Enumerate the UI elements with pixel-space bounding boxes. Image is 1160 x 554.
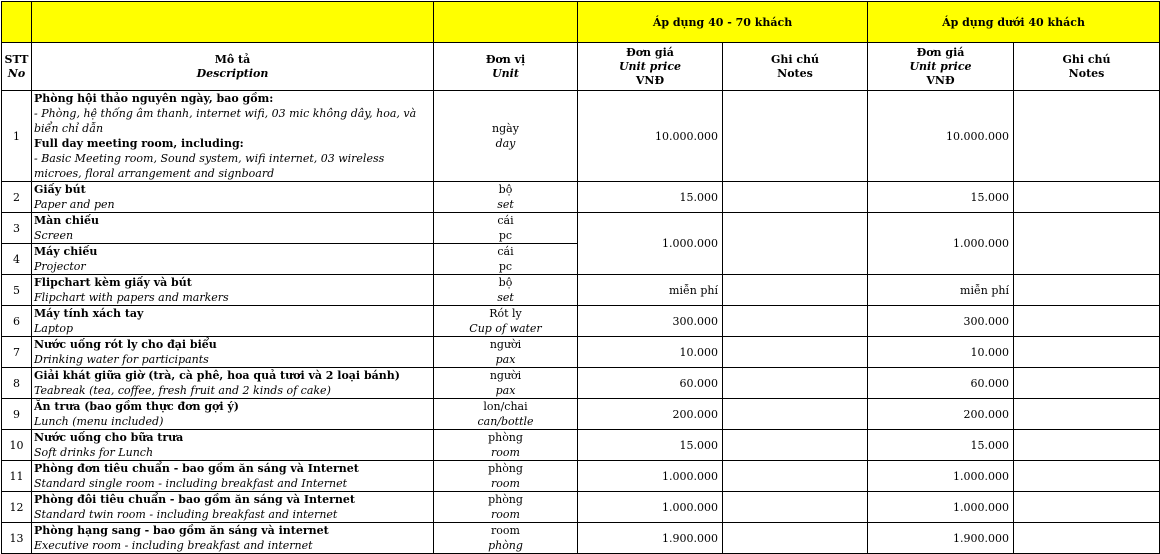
table-row <box>2 430 1160 461</box>
row-notes-1 <box>723 306 868 337</box>
row-notes-1 <box>723 523 868 554</box>
row-price-1: 300.000 <box>578 306 723 337</box>
row-price-1: 15.000 <box>578 182 723 213</box>
table-row <box>2 213 1160 244</box>
row-number: 5 <box>2 275 32 306</box>
row-number: 7 <box>2 337 32 368</box>
row-number: 10 <box>2 430 32 461</box>
row-number: 4 <box>2 244 32 275</box>
table-row <box>2 306 1160 337</box>
row-notes-1 <box>723 213 868 275</box>
row-price-1: miễn phí <box>578 275 723 306</box>
row-description: Phòng hội thảo nguyên ngày, bao gồm: - Phòng, hệ thống âm thanh, internet wifi, 03 mic không dây, hoa, và biển chỉ dẫn Full day meeting room, including: - Basic Meeting room, Sound system, wifi internet, 03 wireless microes, floral arrangement and signboard <box>32 91 434 182</box>
row-number: 11 <box>2 461 32 492</box>
column-header-row <box>2 43 1160 91</box>
table-row <box>2 275 1160 306</box>
row-number: 6 <box>2 306 32 337</box>
table-row <box>2 523 1160 554</box>
row-description: Phòng hạng sang - bao gồm ăn sáng và internet Executive room - including breakfast and internet <box>32 523 434 554</box>
row-notes-1 <box>723 430 868 461</box>
table-row <box>2 91 1160 182</box>
table-row <box>2 461 1160 492</box>
row-notes-1 <box>723 461 868 492</box>
row-price-1: 1.900.000 <box>578 523 723 554</box>
row-price-1: 60.000 <box>578 368 723 399</box>
row-number: 8 <box>2 368 32 399</box>
description-header: Mô tả Description <box>32 43 434 91</box>
row-notes-1 <box>723 368 868 399</box>
row-unit: lon/chai can/bottle <box>434 399 578 430</box>
unit-price-header-1: Đơn giá Unit price VNĐ <box>578 43 723 91</box>
row-notes-2 <box>1014 275 1160 306</box>
row-notes-2 <box>1014 213 1160 275</box>
row-notes-1 <box>723 399 868 430</box>
row-price-2: 1.000.000 <box>868 492 1014 523</box>
row-price-2: 1.000.000 <box>868 461 1014 492</box>
row-description: Màn chiếu Screen <box>32 213 434 244</box>
row-notes-2 <box>1014 91 1160 182</box>
row-number: 1 <box>2 91 32 182</box>
row-price-1: 1.000.000 <box>578 492 723 523</box>
row-unit: bộ set <box>434 275 578 306</box>
row-price-2: 1.900.000 <box>868 523 1014 554</box>
row-price-2: 10.000 <box>868 337 1014 368</box>
row-notes-2 <box>1014 337 1160 368</box>
row-number: 12 <box>2 492 32 523</box>
row-price-2: 200.000 <box>868 399 1014 430</box>
row-price-1: 10.000.000 <box>578 91 723 182</box>
row-notes-2 <box>1014 461 1160 492</box>
row-number: 9 <box>2 399 32 430</box>
row-price-2: 300.000 <box>868 306 1014 337</box>
table-row <box>2 182 1160 213</box>
row-description: Nước uống rót ly cho đại biểu Drinking water for participants <box>32 337 434 368</box>
unit-price-header-2: Đơn giá Unit price VNĐ <box>868 43 1014 91</box>
row-notes-1 <box>723 492 868 523</box>
row-description: Flipchart kèm giấy và bút Flipchart with papers and markers <box>32 275 434 306</box>
row-notes-2 <box>1014 523 1160 554</box>
row-notes-2 <box>1014 430 1160 461</box>
row-price-1: 1.000.000 <box>578 461 723 492</box>
notes-header-1: Ghi chú Notes <box>723 43 868 91</box>
group-header-under-40: Áp dụng dưới 40 khách <box>868 2 1160 43</box>
row-description: Giải khát giữa giờ (trà, cà phê, hoa quả tươi và 2 loại bánh) Teabreak (tea, coffee, fresh fruit and 2 kinds of cake) <box>32 368 434 399</box>
row-number: 2 <box>2 182 32 213</box>
row-description: Ăn trưa (bao gồm thực đơn gợi ý) Lunch (menu included) <box>32 399 434 430</box>
row-notes-1 <box>723 182 868 213</box>
row-price-2: 60.000 <box>868 368 1014 399</box>
row-price-1: 1.000.000 <box>578 213 723 275</box>
row-unit: cái pc <box>434 244 578 275</box>
row-description: Nước uống cho bữa trưa Soft drinks for Lunch <box>32 430 434 461</box>
row-unit: phòng room <box>434 492 578 523</box>
row-notes-1 <box>723 275 868 306</box>
row-price-2: 15.000 <box>868 182 1014 213</box>
unit-header: Đơn vị Unit <box>434 43 578 91</box>
row-price-2: 1.000.000 <box>868 213 1014 275</box>
table-row <box>2 368 1160 399</box>
row-notes-2 <box>1014 182 1160 213</box>
row-notes-1 <box>723 91 868 182</box>
price-table <box>1 1 1160 554</box>
notes-header-2: Ghi chú Notes <box>1014 43 1160 91</box>
row-description: Phòng đơn tiêu chuẩn - bao gồm ăn sáng và Internet Standard single room - including breakfast and Internet <box>32 461 434 492</box>
row-description: Máy chiếu Projector <box>32 244 434 275</box>
stt-header: STT No <box>2 43 32 91</box>
table-row <box>2 399 1160 430</box>
row-notes-2 <box>1014 399 1160 430</box>
row-unit: room phòng <box>434 523 578 554</box>
row-price-2: 10.000.000 <box>868 91 1014 182</box>
row-unit: người pax <box>434 368 578 399</box>
row-unit: Rót ly Cup of water <box>434 306 578 337</box>
row-unit: bộ set <box>434 182 578 213</box>
row-price-2: 15.000 <box>868 430 1014 461</box>
row-price-1: 15.000 <box>578 430 723 461</box>
row-price-2: miễn phí <box>868 275 1014 306</box>
table-row <box>2 337 1160 368</box>
row-notes-2 <box>1014 368 1160 399</box>
row-number: 13 <box>2 523 32 554</box>
row-notes-2 <box>1014 492 1160 523</box>
row-unit: ngày day <box>434 91 578 182</box>
row-description: Giấy bút Paper and pen <box>32 182 434 213</box>
row-price-1: 200.000 <box>578 399 723 430</box>
table-row <box>2 492 1160 523</box>
row-unit: cái pc <box>434 213 578 244</box>
row-notes-1 <box>723 337 868 368</box>
row-notes-2 <box>1014 306 1160 337</box>
row-number: 3 <box>2 213 32 244</box>
row-unit: phòng room <box>434 430 578 461</box>
row-description: Máy tính xách tay Laptop <box>32 306 434 337</box>
header-group-row <box>2 2 1160 43</box>
row-unit: phòng room <box>434 461 578 492</box>
row-description: Phòng đôi tiêu chuẩn - bao gồm ăn sáng và Internet Standard twin room - including breakfast and internet <box>32 492 434 523</box>
row-unit: người pax <box>434 337 578 368</box>
group-header-40-70: Áp dụng 40 - 70 khách <box>578 2 868 43</box>
row-price-1: 10.000 <box>578 337 723 368</box>
